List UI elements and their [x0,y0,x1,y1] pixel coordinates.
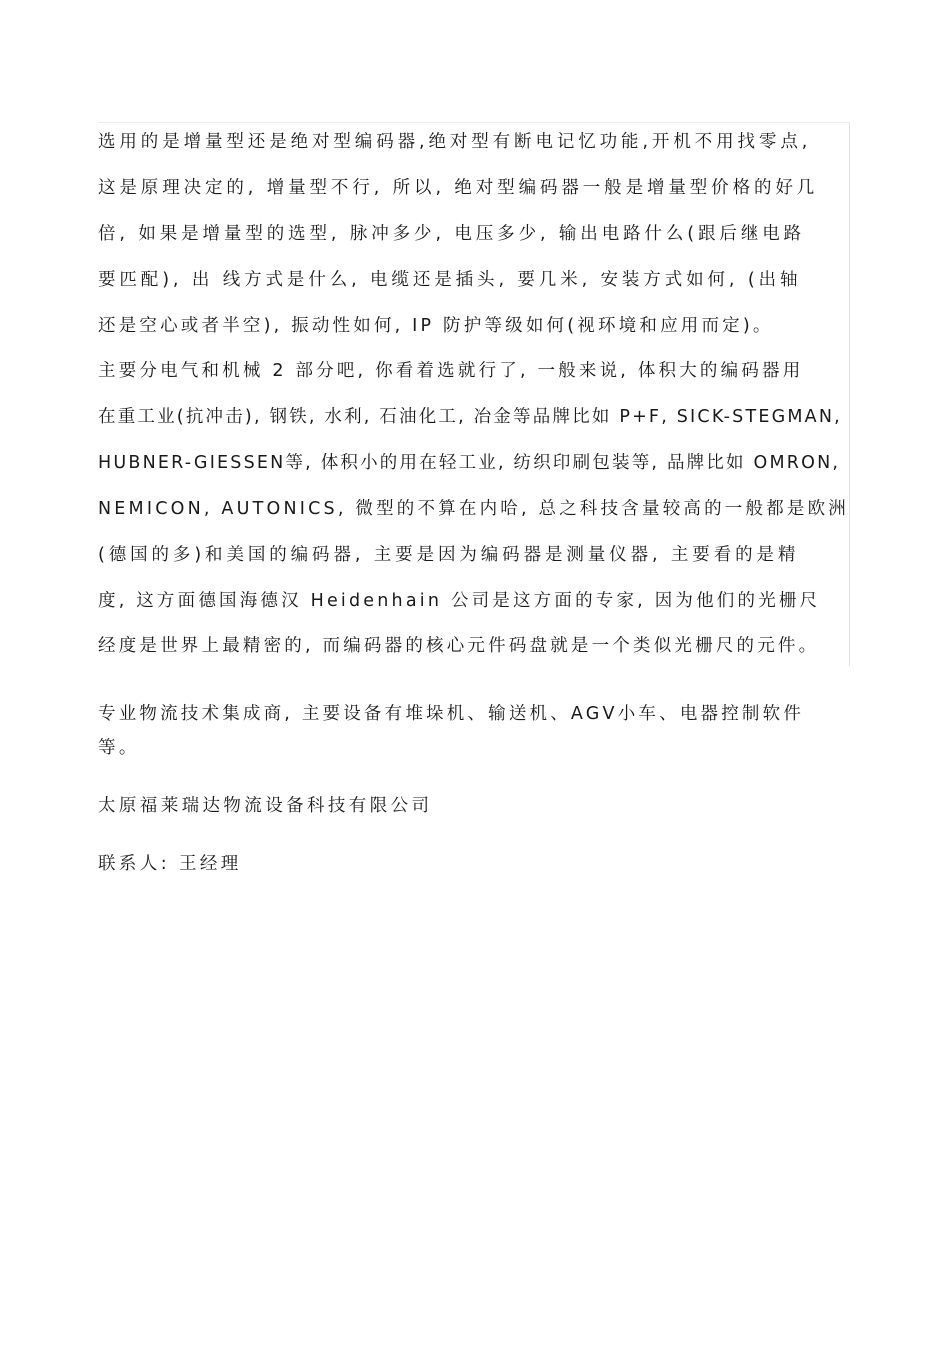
article-line-11: 度, 这方面德国海德汉 Heidenhain 公司是这方面的专家, 因为他们的光栅尺 [98,591,821,611]
company-intro-line-1: 专业物流技术集成商, 主要设备有堆垛机、输送机、AGV小车、电器控制软件 [98,704,805,724]
article-line-7: 在重工业(抗冲击), 钢铁, 水利, 石油化工, 冶金等品牌比如 P+F, SICK-STEGMAN, [98,407,842,427]
contact-person: 联系人: 王经理 [98,854,242,874]
article-line-9: NEMICON, AUTONICS, 微型的不算在内哈, 总之科技含量较高的一般都是欧洲 [98,499,849,519]
article-line-4: 要匹配), 出 线方式是什么, 电缆还是插头, 要几米, 安装方式如何, (出轴 [98,270,802,290]
company-intro-line-2: 等。 [98,738,140,758]
company-name: 太原福莱瑞达物流设备科技有限公司 [98,796,433,816]
article-line-10: (德国的多)和美国的编码器, 主要是因为编码器是测量仪器, 主要看的是精 [98,545,800,565]
article-line-1: 选用的是增量型还是绝对型编码器,绝对型有断电记忆功能,开机不用找零点, [98,132,812,152]
article-line-5: 还是空心或者半空), 振动性如何, IP 防护等级如何(视环境和应用而定)。 [98,316,774,336]
article-line-12: 经度是世界上最精密的, 而编码器的核心元件码盘就是一个类似光栅尺的元件。 [98,636,820,656]
article-line-2: 这是原理决定的, 增量型不行, 所以, 绝对型编码器一般是增量型价格的好几 [98,178,819,198]
article-line-6: 主要分电气和机械 2 部分吧, 你看着选就行了, 一般来说, 体积大的编码器用 [98,361,804,381]
article-frame [98,122,850,666]
article-line-3: 倍, 如果是增量型的选型, 脉冲多少, 电压多少, 输出电路什么(跟后继电路 [98,224,806,244]
article-line-8: HUBNER-GIESSEN等, 体积小的用在轻工业, 纺织印刷包装等, 品牌比如 OMRON, [98,453,841,473]
